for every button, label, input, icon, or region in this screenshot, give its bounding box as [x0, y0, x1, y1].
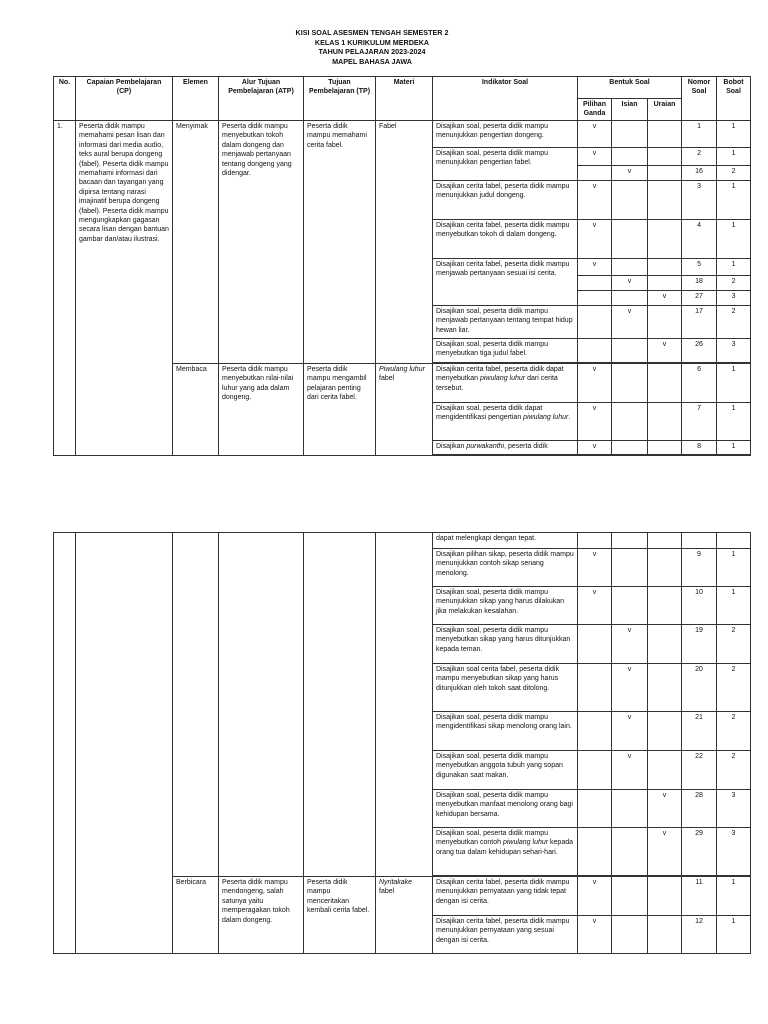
nomor-soal: 22 [682, 751, 717, 790]
isian-cell [612, 220, 648, 259]
pg-cell [578, 664, 612, 712]
uraian-cell [648, 403, 682, 441]
nomor-soal: 19 [682, 625, 717, 664]
uraian-cell [648, 664, 682, 712]
bobot-soal: 1 [717, 148, 751, 166]
col-header-indikator: Indikator Soal [433, 77, 578, 121]
nomor-soal: 11 [682, 877, 717, 916]
indikator-cell: Disajikan soal, peserta didik mampu menunjukkan sikap yang harus dilakukan jika melakukan kesalahan. [433, 587, 578, 625]
nomor-soal: 7 [682, 403, 717, 441]
pg-check: v [578, 259, 612, 276]
isian-check: v [612, 664, 648, 712]
bobot-soal: 1 [717, 916, 751, 954]
bobot-soal: 2 [717, 276, 751, 291]
isian-check: v [612, 166, 648, 181]
pg-check: v [578, 121, 612, 148]
indikator-cell: Disajikan soal, peserta didik mampu mengidentifikasi sikap menolong orang lain. [433, 712, 578, 751]
nomor-soal: 4 [682, 220, 717, 259]
nomor-soal: 10 [682, 587, 717, 625]
tp-menyimak: Peserta didik mampu memahami cerita fabel. [304, 121, 376, 364]
indikator-text: Disajikan [436, 443, 467, 450]
pg-cell [578, 625, 612, 664]
indikator-cell: dapat melengkapi dengan tepat. [433, 533, 578, 549]
indikator-text: Disajikan cerita fabel, peserta didik dapat menyebutkan [436, 366, 564, 383]
nomor-soal: 9 [682, 549, 717, 587]
nomor-soal: 2 [682, 148, 717, 166]
col-header-elemen: Elemen [173, 77, 219, 121]
indikator-cell [433, 441, 578, 455]
pg-spacer [578, 455, 612, 456]
col-header-uraian: Uraian [648, 99, 682, 121]
elemen-menyimak: Menyimak [173, 121, 219, 364]
col-header-no: No. [54, 77, 76, 121]
pg-check: v [578, 916, 612, 954]
uraian-cell [648, 533, 682, 549]
cp-cell: Peserta didik mampu memahami pesan lisan dan informasi dari media audio, teks aural berupa dongeng (fabel). Peserta didik mampu memahami informasi dari bacaan dan tayangan yang dipirsa tentang narasi imajinatif berupa dongeng (fabel). Peserta didik mampu mengungkapkan gagasan secara lisan dengan bantuan gambar dan/atau ilustrasi. [76, 121, 173, 456]
indikator-text: Disajikan soal, peserta didik mampu menyebutkan contoh [436, 830, 549, 847]
isian-cell [612, 259, 648, 276]
indikator-cell: Disajikan cerita fabel, peserta didik mampu menunjukkan pernyataan yang tidak tepat dengan isi cerita. [433, 877, 578, 916]
col-header-bobot-soal: Bobot Soal [717, 77, 751, 121]
pg-check: v [578, 220, 612, 259]
indikator-cell: Disajikan cerita fabel, peserta didik mampu menunjukkan pernyataan yang sesuai dengan isi cerita. [433, 916, 578, 954]
uraian-check: v [648, 828, 682, 876]
nomor-soal: 6 [682, 364, 717, 403]
pg-check: v [578, 403, 612, 441]
uraian-cell [648, 441, 682, 455]
tp-membaca-continued [304, 533, 376, 877]
bobot-soal: 2 [717, 166, 751, 181]
isian-check: v [612, 625, 648, 664]
bobot-soal: 3 [717, 339, 751, 363]
indikator-cell: Disajikan soal, peserta didik mampu menyebutkan tiga judul fabel. [433, 339, 578, 363]
pg-check: v [578, 587, 612, 625]
isian-cell [612, 403, 648, 441]
indikator-cell: Disajikan soal, peserta didik mampu menyebutkan anggota tubuh yang sopan digunakan saat makan. [433, 751, 578, 790]
isian-cell [612, 828, 648, 876]
document-title [0, 28, 744, 66]
isian-cell [612, 181, 648, 220]
atp-membaca: Peserta didik mampu menyebutkan nilai-nilai luhur yang ada dalam dongeng. [219, 364, 304, 456]
col-header-cp: Capaian Pembelajaran (CP) [76, 77, 173, 121]
nomor-soal: 16 [682, 166, 717, 181]
uraian-cell [648, 306, 682, 339]
uraian-cell [648, 220, 682, 259]
uraian-cell [648, 181, 682, 220]
uraian-cell [648, 148, 682, 166]
atp-berbicara: Peserta didik mampu mendongeng, salah satunya yaitu memperagakan tokoh dalam dongeng. [219, 877, 304, 954]
uraian-cell [648, 549, 682, 587]
nomor-soal: 28 [682, 790, 717, 828]
bobot-soal: 1 [717, 259, 751, 276]
bobot-cell [717, 533, 751, 549]
indikator-cell: Disajikan cerita fabel, peserta didik mampu menunjukkan judul dongeng. [433, 181, 578, 220]
col-header-isian: Isian [612, 99, 648, 121]
pg-cell [578, 276, 612, 291]
bobot-soal: 1 [717, 549, 751, 587]
col-header-atp: Alur Tujuan Pembelajaran (ATP) [219, 77, 304, 121]
indikator-cell: Disajikan cerita fabel, peserta didik mampu menjawab pertanyaan sesuai isi cerita. [433, 259, 578, 306]
col-header-tp: Tujuan Pembelajaran (TP) [304, 77, 376, 121]
pg-check: v [578, 877, 612, 916]
isian-cell [612, 339, 648, 363]
nomor-soal: 12 [682, 916, 717, 954]
materi-membaca [376, 364, 433, 456]
nomor-soal: 18 [682, 276, 717, 291]
isian-check: v [612, 712, 648, 751]
indikator-cell [433, 828, 578, 876]
atp-menyimak: Peserta didik mampu menyebutkan tokoh dalam dongeng dan menjawab pertanyaan tentang dongeng yang didengar. [219, 121, 304, 364]
indikator-text: kepada orang tua dalam kehidupan sehari-hari. [436, 839, 574, 856]
pg-cell [578, 751, 612, 790]
bobot-soal: 1 [717, 441, 751, 455]
indikator-italic: piwulang luhur [479, 375, 526, 383]
materi-rest: fabel [379, 888, 395, 896]
pg-cell [578, 790, 612, 828]
bobot-soal: 2 [717, 751, 751, 790]
isian-cell [612, 549, 648, 587]
uraian-check: v [648, 790, 682, 828]
nomor-soal: 3 [682, 181, 717, 220]
indikator-cell: Disajikan soal, peserta didik mampu menyebutkan sikap yang harus ditunjukkan kepada teman. [433, 625, 578, 664]
isian-check: v [612, 306, 648, 339]
bobot-soal: 1 [717, 121, 751, 148]
uraian-check: v [648, 339, 682, 363]
indikator-cell: Disajikan soal, peserta didik mampu menunjukkan pengertian dongeng. [433, 121, 578, 148]
pg-check: v [578, 441, 612, 455]
nomor-soal: 5 [682, 259, 717, 276]
nomor-soal: 27 [682, 291, 717, 306]
nomor-soal: 20 [682, 664, 717, 712]
nomor-soal: 8 [682, 441, 717, 455]
isian-cell [612, 441, 648, 455]
pg-cell [578, 533, 612, 549]
isian-cell [612, 877, 648, 916]
nomor-soal: 29 [682, 828, 717, 876]
pg-check: v [578, 148, 612, 166]
title-line-2: KELAS 1 KURIKULUM MERDEKA [314, 37, 430, 47]
isian-cell [612, 291, 648, 306]
indikator-spacer [433, 455, 578, 456]
table-row [54, 533, 751, 549]
isian-spacer [612, 455, 648, 456]
row-number-continued [54, 533, 76, 954]
indikator-cell: Disajikan soal, peserta didik mampu menjawab pertanyaan tentang tempat hidup hewan liar. [433, 306, 578, 339]
tp-membaca: Peserta didik mampu mengambil pelajaran penting dari cerita fabel. [304, 364, 376, 456]
bobot-soal: 1 [717, 181, 751, 220]
indikator-cell: Disajikan pilihan sikap, peserta didik mampu menunjukkan contoh sikap senang menolong. [433, 549, 578, 587]
indikator-text: . [568, 414, 571, 422]
bobot-soal: 2 [717, 306, 751, 339]
bobot-soal: 2 [717, 664, 751, 712]
kisi-table-page-1 [53, 76, 751, 456]
isian-check: v [612, 751, 648, 790]
table-row [54, 121, 751, 148]
indikator-italic: piwulang luhur [523, 414, 569, 422]
pg-cell [578, 828, 612, 876]
materi-menyimak: Fabel [376, 121, 433, 364]
indikator-cell [433, 364, 578, 403]
materi-rest: fabel [379, 375, 395, 383]
isian-cell [612, 916, 648, 954]
indikator-cell: Disajikan cerita fabel, peserta didik mampu menyebutkan tokoh di dalam dongeng. [433, 220, 578, 259]
isian-cell [612, 587, 648, 625]
nomor-soal: 26 [682, 339, 717, 363]
row-number: 1. [54, 121, 76, 456]
materi-membaca-continued [376, 533, 433, 877]
cp-cell-continued [76, 533, 173, 954]
uraian-spacer [648, 455, 682, 456]
pg-cell [578, 339, 612, 363]
col-header-nomor-soal: Nomor Soal [682, 77, 717, 121]
elemen-membaca: Membaca [173, 364, 219, 456]
uraian-cell [648, 364, 682, 403]
bobot-soal: 2 [717, 712, 751, 751]
nomor-spacer [682, 455, 717, 456]
indikator-cell [433, 403, 578, 441]
col-header-bentuk-soal: Bentuk Soal [578, 77, 682, 99]
isian-cell [612, 364, 648, 403]
uraian-cell [648, 751, 682, 790]
atp-membaca-continued [219, 533, 304, 877]
bobot-soal: 3 [717, 790, 751, 828]
indikator-cell: Disajikan soal cerita fabel, peserta didik mampu menyebutkan sikap yang harus ditunjukkan oleh tokoh saat ditolong. [433, 664, 578, 712]
elemen-membaca-continued [173, 533, 219, 877]
nomor-cell [682, 533, 717, 549]
uraian-cell [648, 259, 682, 276]
isian-cell [612, 790, 648, 828]
pg-cell [578, 166, 612, 181]
indikator-text: , peserta didik [504, 443, 548, 450]
indikator-cell: Disajikan soal, peserta didik mampu menyebutkan manfaat menolong orang bagi kehidupan bersama. [433, 790, 578, 828]
uraian-cell [648, 587, 682, 625]
title-line-1: KISI SOAL ASESMEN TENGAH SEMESTER 2 [295, 28, 449, 37]
nomor-soal: 17 [682, 306, 717, 339]
uraian-cell [648, 625, 682, 664]
col-header-materi: Materi [376, 77, 433, 121]
uraian-cell [648, 276, 682, 291]
bobot-soal: 3 [717, 291, 751, 306]
nomor-soal: 1 [682, 121, 717, 148]
kisi-table-page-2 [53, 532, 751, 954]
elemen-berbicara: Berbicara [173, 877, 219, 954]
indikator-text: dari cerita tersebut. [436, 375, 558, 392]
pg-cell [578, 712, 612, 751]
uraian-cell [648, 121, 682, 148]
indikator-italic: piwulang luhur [502, 839, 549, 847]
pg-cell [578, 306, 612, 339]
indikator-text: Disajikan soal, peserta didik dapat mengidentifikasi pengertian [436, 405, 543, 422]
uraian-cell [648, 877, 682, 916]
materi-italic: Piwulang luhur [379, 366, 425, 373]
materi-berbicara [376, 877, 433, 954]
bobot-soal: 1 [717, 877, 751, 916]
tp-berbicara: Peserta didik mampu menceritakan kembali cerita fabel. [304, 877, 376, 954]
header-row [54, 77, 751, 99]
materi-italic: Nyritakake [379, 879, 413, 886]
title-line-3: TAHUN PELAJARAN 2023-2024 [318, 47, 426, 57]
bobot-spacer [717, 455, 751, 456]
isian-cell [612, 533, 648, 549]
bobot-soal: 3 [717, 828, 751, 876]
bobot-soal: 1 [717, 403, 751, 441]
pg-check: v [578, 549, 612, 587]
isian-check: v [612, 276, 648, 291]
uraian-cell [648, 166, 682, 181]
indikator-cell: Disajikan soal, peserta didik mampu menunjukkan pengertian fabel. [433, 148, 578, 181]
bobot-soal: 1 [717, 587, 751, 625]
pg-check: v [578, 181, 612, 220]
col-header-pilihan-ganda: Pilihan Ganda [578, 99, 612, 121]
bobot-soal: 1 [717, 220, 751, 259]
title-line-4: MAPEL BAHASA JAWA [332, 56, 412, 66]
nomor-soal: 21 [682, 712, 717, 751]
indikator-italic: purwakanthi [466, 443, 505, 450]
uraian-check: v [648, 291, 682, 306]
bobot-soal: 1 [717, 364, 751, 403]
isian-cell [612, 148, 648, 166]
isian-cell [612, 121, 648, 148]
pg-check: v [578, 364, 612, 403]
uraian-cell [648, 712, 682, 751]
bobot-soal: 2 [717, 625, 751, 664]
uraian-cell [648, 916, 682, 954]
pg-cell [578, 291, 612, 306]
